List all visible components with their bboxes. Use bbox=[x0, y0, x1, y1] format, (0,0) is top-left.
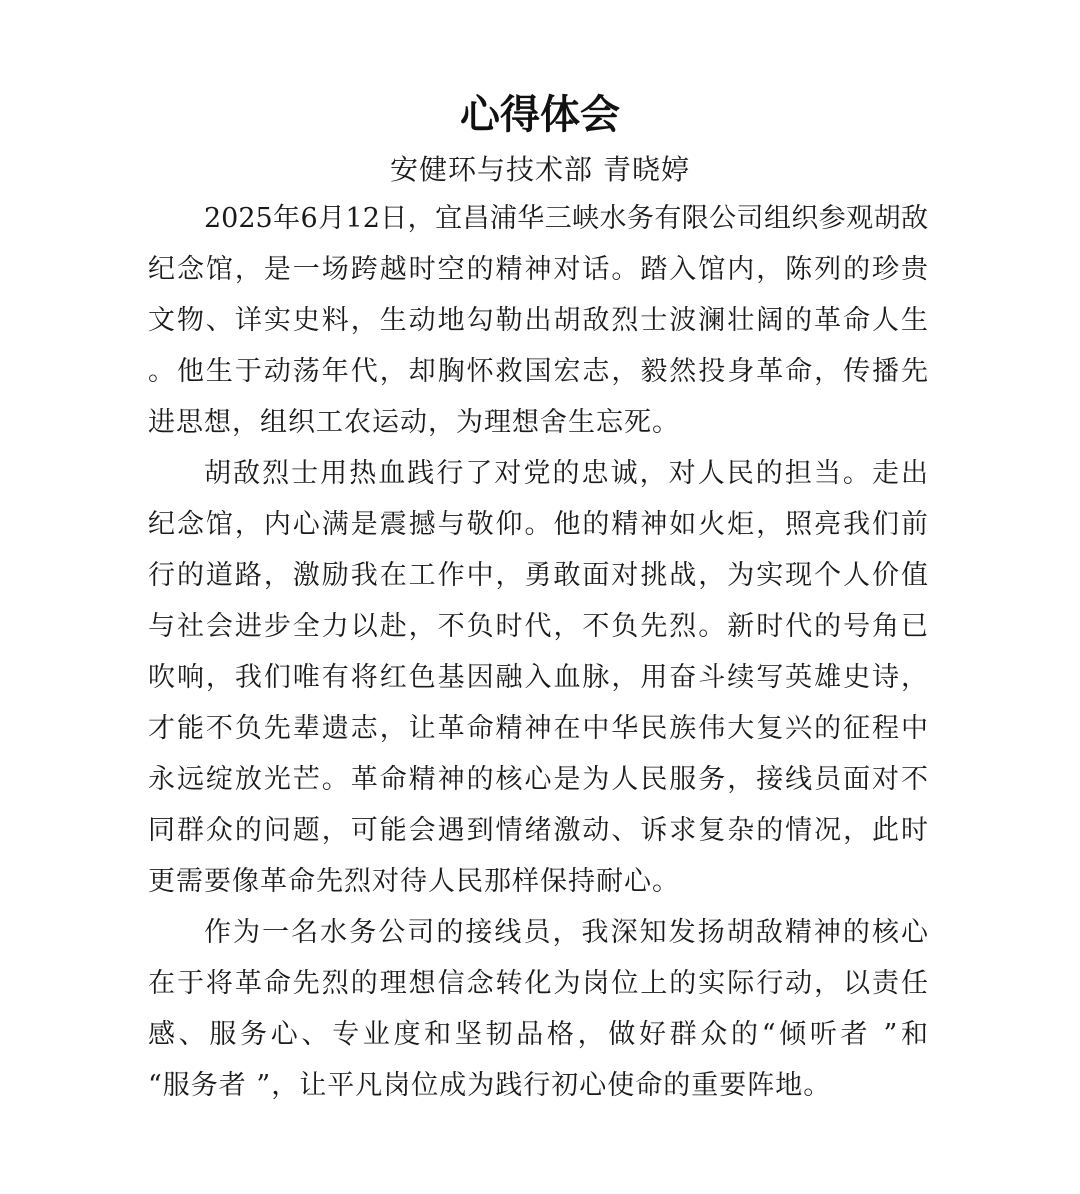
paragraph-line: 2025年6月12日，宜昌浦华三峡水务有限公司组织参观胡敌 bbox=[204, 203, 928, 234]
paragraph-line: 才能不负先辈遗志，让革命精神在中华民族伟大复兴的征程中 bbox=[148, 713, 928, 744]
paragraph-line: 更需要像革命先烈对待人民那样保持耐心。 bbox=[148, 866, 680, 897]
paragraph-line: 。他生于动荡年代，却胸怀救国宏志，毅然投身革命，传播先 bbox=[148, 356, 928, 387]
paragraph-line: 纪念馆，是一场跨越时空的精神对话。踏入馆内，陈列的珍贵 bbox=[148, 254, 928, 285]
paragraph-2 bbox=[148, 448, 928, 907]
paragraph-line: 纪念馆，内心满是震撼与敬仰。他的精神如火炬，照亮我们前 bbox=[148, 509, 928, 540]
paragraph-line: 感、服务心、专业度和坚韧品格，做好群众的“倾听者 ”和 bbox=[148, 1019, 928, 1050]
author-line: 安健环与技术部 青晓婷 bbox=[390, 153, 690, 186]
paragraph-line: 行的道路，激励我在工作中，勇敢面对挑战，为实现个人价值 bbox=[148, 560, 928, 591]
paragraph-line: 文物、详实史料，生动地勾勒出胡敌烈士波澜壮阔的革命人生 bbox=[148, 305, 928, 336]
paragraph-line: 与社会进步全力以赴，不负时代，不负先烈。新时代的号角已 bbox=[148, 611, 928, 642]
paragraph-1 bbox=[148, 193, 928, 448]
paragraph-line: “服务者 ”，让平凡岗位成为践行初心使命的重要阵地。 bbox=[148, 1070, 832, 1101]
paragraph-3 bbox=[148, 907, 928, 1111]
document-body bbox=[148, 193, 928, 1111]
paragraph-line: 在于将革命先烈的理想信念转化为岗位上的实际行动，以责任 bbox=[148, 968, 928, 999]
paragraph-line: 作为一名水务公司的接线员，我深知发扬胡敌精神的核心 bbox=[204, 917, 928, 948]
paragraph-line: 同群众的问题，可能会遇到情绪激动、诉求复杂的情况，此时 bbox=[148, 815, 928, 846]
paragraph-line: 永远绽放光芒。革命精神的核心是为人民服务，接线员面对不 bbox=[148, 764, 928, 795]
paragraph-line: 吹响，我们唯有将红色基因融入血脉，用奋斗续写英雄史诗， bbox=[148, 662, 928, 693]
document-title: 心得体会 bbox=[460, 91, 620, 138]
paragraph-line: 胡敌烈士用热血践行了对党的忠诚，对人民的担当。走出 bbox=[204, 458, 928, 489]
paragraph-line: 进思想，组织工农运动，为理想舍生忘死。 bbox=[148, 407, 680, 438]
